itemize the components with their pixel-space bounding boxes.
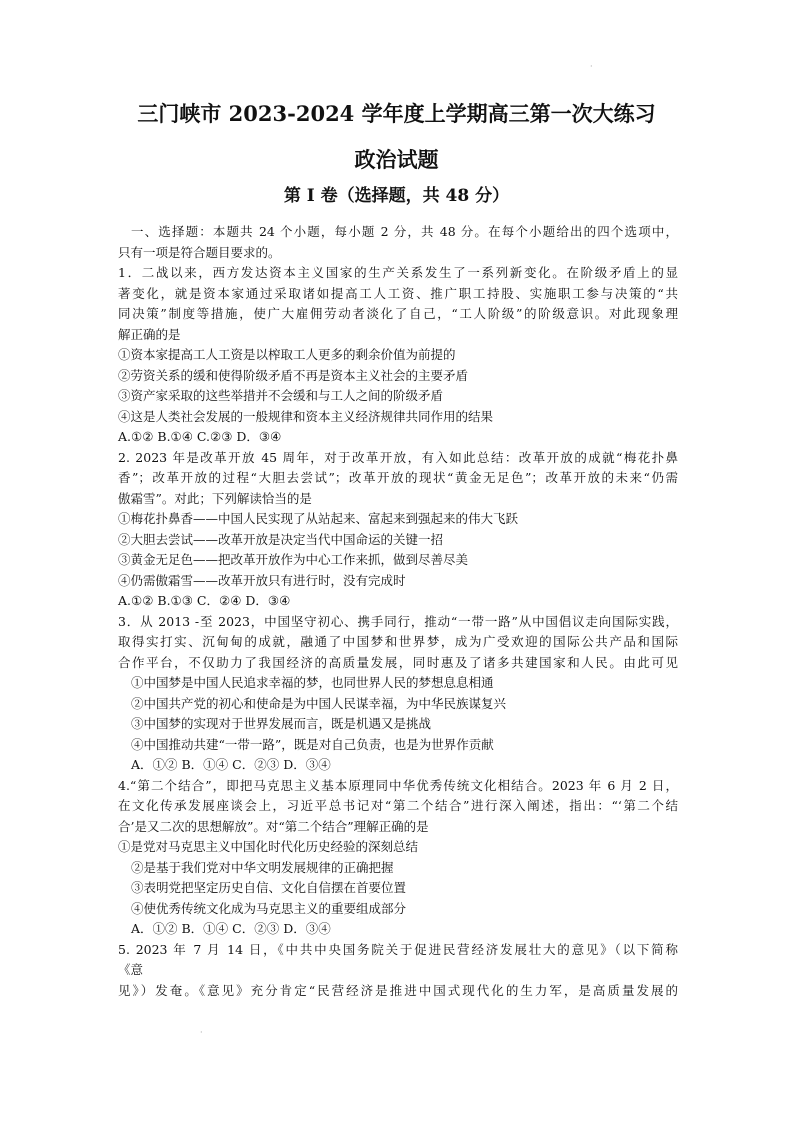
subject-title: 政治试题 bbox=[354, 147, 439, 172]
text-line: ③中国梦的实现对于世界发展而言，既是机遇又是挑战 bbox=[131, 716, 432, 731]
text-line: 同决策”制度等措施，使广大雇佣劳动者淡化了自己，“工人阶级”的阶级意识。对此现象理 bbox=[118, 306, 678, 321]
text-line: A.①② B.①④ C.②③ D．③④ bbox=[118, 429, 282, 444]
text-line: 5. 2023 年 7 月 14 日，《中共中央国务院关于促进民营经济发展壮大的意见》（以下简称 bbox=[118, 941, 678, 957]
text-line: 傲霜雪”。对此；下列解读恰当的是 bbox=[118, 490, 312, 506]
text-line: A.①② B.①③ C．②④ D．③④ bbox=[118, 593, 291, 608]
text-line: 《意 bbox=[118, 962, 144, 977]
text-line: 著变化，就是资本家通过采取诸如提高工人工资、推广职工持股、实施职工参与决策的“共 bbox=[118, 285, 678, 301]
text-line: A．①② B．①④ C．②③ D．③④ bbox=[131, 921, 331, 936]
text-line: 取得实打实、沉甸甸的成就，融通了中国梦和世界梦，成为广受欢迎的国际公共产品和国际 bbox=[118, 634, 678, 649]
text-line: 解正确的是 bbox=[118, 326, 181, 342]
text-line: 2. 2023 年是改革开放 45 周年，对于改革开放，有入如此总结：改革开放的成就“梅花扑鼻 bbox=[118, 449, 678, 465]
speck-mark: · bbox=[590, 62, 593, 71]
text-line: 1．二战以来，西方发达资本主义国家的生产关系发生了一系列新变化。在阶级矛盾上的显 bbox=[118, 265, 678, 280]
text-line: 香”；改革开放的过程“大胆去尝试”；改革开放的现状“黄金无足色”；改革开放的未来“仍需 bbox=[118, 470, 678, 485]
text-line: ②劳资关系的缓和使得阶级矛盾不再是资本主义社会的主要矛盾 bbox=[118, 367, 469, 383]
text-line: ②中国共产党的初心和使命是为中国人民谋幸福，为中华民族谋复兴 bbox=[131, 695, 507, 711]
text-line: 合作平台，不仅助力了我国经济的高质量发展，同时惠及了诸多共建国家和人民。由此可见 bbox=[118, 654, 678, 670]
text-line: ③黄金无足色——把改革开放作为中心工作来抓，做到尽善尽美 bbox=[118, 552, 469, 567]
text-line: ④这是人类社会发展的一般规律和资本主义经济规律共同作用的结果 bbox=[118, 408, 494, 424]
text-line: ②大胆去尝试——改革开放是决定当代中国命运的关键一招 bbox=[118, 531, 444, 547]
text-line: 3．从 2013 -至 2023，中国坚守初心、携手同行，推动“一带一路”从中国倡议走向国际实践， bbox=[118, 613, 678, 629]
text-line: 在文化传承发展座谈会上，习近平总书记对“第二个结合”进行深入阐述，指出：“‘第二个结 bbox=[118, 798, 678, 813]
text-line: ④仍需傲霜雪——改革开放只有进行时，没有完成时 bbox=[118, 572, 406, 588]
text-line: 一、选择题：本题共 24 个小题，每小题 2 分，共 48 分。在每个小题给出的四个选项中， bbox=[131, 224, 678, 239]
text-line: ③表明党把坚定历史自信、文化自信摆在首要位置 bbox=[131, 880, 407, 895]
text-line: ③资产家采取的这些举措并不会缓和与工人之间的阶级矛盾 bbox=[118, 388, 444, 403]
text-line: ②是基于我们党对中华文明发展规律的正确把握 bbox=[131, 859, 394, 875]
speck-mark: · bbox=[200, 1028, 203, 1037]
text-line: A．①② B．①④ C．②③ D．③④ bbox=[131, 757, 331, 772]
text-line: 4.“第二个结合”，即把马克思主义基本原理同中华优秀传统文化相结合。2023 年 6 月 2 日， bbox=[118, 777, 678, 793]
text-line: ①资本家提高工人工资是以榨取工人更多的剩余价值为前提的 bbox=[118, 347, 456, 362]
text-line: ①是党对马克思主义中国化时代化历史经验的深刻总结 bbox=[118, 839, 419, 854]
text-line: 合’是又二次的思想解放”。对“第二个结合”理解正确的是 bbox=[118, 818, 429, 834]
text-line: 见》）发奄。《意见》充分肯定“民营经济是推进中国式现代化的生力军，是高质量发展的 bbox=[118, 982, 678, 998]
text-line: ①中国梦是中国人民追求幸福的梦，也同世界人民的梦想息息相通 bbox=[131, 675, 494, 690]
section-heading: 第 I 卷（选择题，共 48 分） bbox=[283, 186, 510, 206]
text-line: 只有一项是符合题目要求的。 bbox=[118, 244, 281, 260]
exam-title: 三门峡市 2023-2024 学年度上学期高三第一次大练习 bbox=[137, 101, 656, 126]
text-line: ①梅花扑鼻香——中国人民实现了从站起来、富起来到强起来的伟大飞跃 bbox=[118, 511, 519, 526]
text-line: ④使优秀传统文化成为马克思主义的重要组成部分 bbox=[131, 900, 407, 916]
text-line: ④中国推动共建“一带一路”，既是对自己负责，也是为世界作贡献 bbox=[131, 736, 494, 752]
